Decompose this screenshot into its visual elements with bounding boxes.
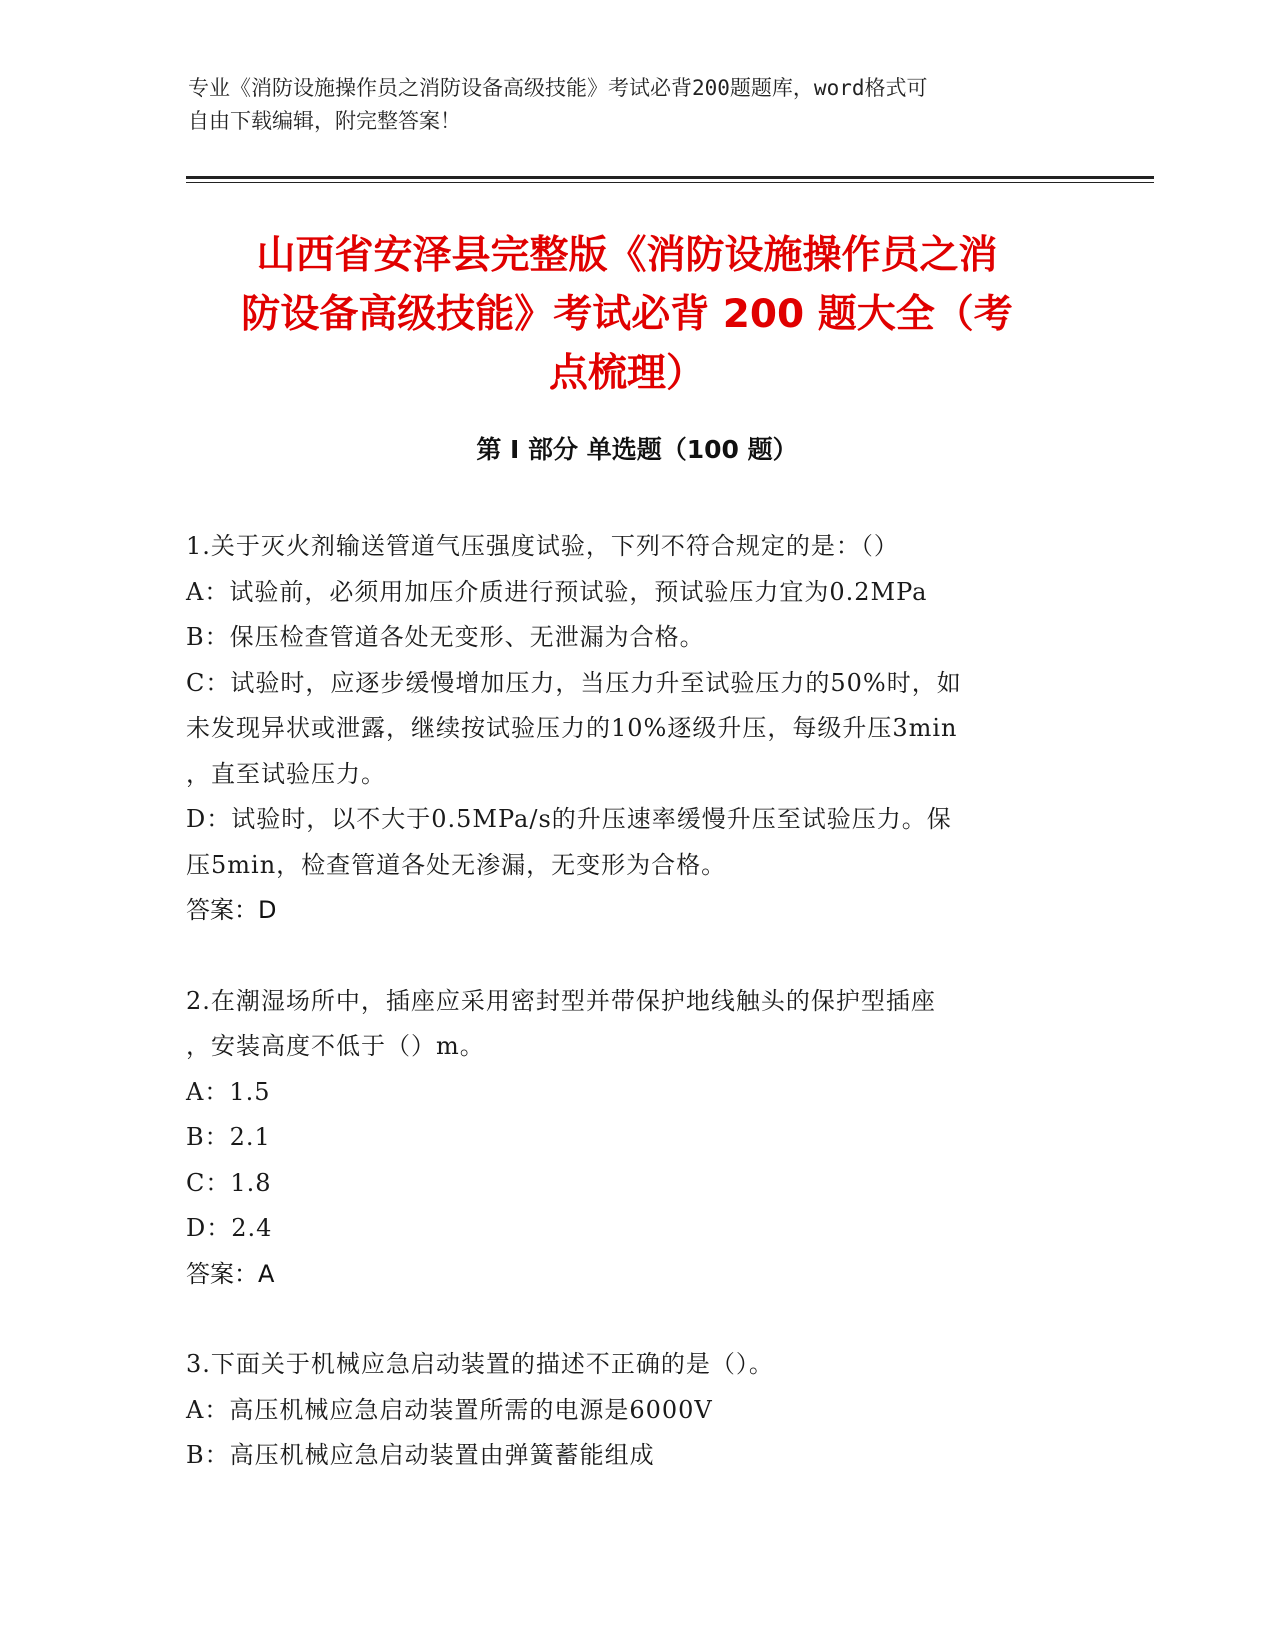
- header-note: [188, 72, 1068, 138]
- document-title-line-2: 防设备高级技能》考试必背 200 题大全（考: [241, 292, 1013, 337]
- question-2-option-c: C：1.8: [186, 1168, 272, 1197]
- question-2: [186, 979, 1066, 1298]
- question-3: [186, 1342, 1066, 1479]
- question-1-option-a: A：试验前，必须用加压介质进行预试验，预试验压力宜为0.2MPa: [186, 577, 928, 606]
- question-3-option-b: B：高压机械应急启动装置由弹簧蓄能组成: [186, 1441, 655, 1469]
- question-3-option-a: A：高压机械应急启动装置所需的电源是6000V: [186, 1395, 713, 1424]
- question-2-answer: 答案：A: [186, 1259, 275, 1288]
- question-1-answer: 答案：D: [186, 896, 277, 924]
- document-title-line-3: 点梳理）: [548, 351, 705, 396]
- header-note-line-2: 自由下载编辑，附完整答案！: [188, 109, 461, 133]
- header-divider-thick: [186, 176, 1154, 179]
- question-1-option-c-line-2: 未发现异状或泄露，继续按试验压力的10%逐级升压，每级升压3min: [186, 714, 958, 742]
- question-1-stem: 1.关于灭火剂输送管道气压强度试验，下列不符合规定的是：（）: [186, 532, 899, 560]
- question-2-stem-line-1: 2.在潮湿场所中，插座应采用密封型并带保护地线触头的保护型插座: [186, 986, 936, 1015]
- question-2-option-d: D：2.4: [186, 1214, 273, 1242]
- question-3-stem: 3.下面关于机械应急启动装置的描述不正确的是（）。: [186, 1350, 774, 1378]
- question-1-option-c-line-3: ，直至试验压力。: [186, 759, 386, 788]
- question-1-option-c-line-1: C：试验时，应逐步缓慢增加压力，当压力升至试验压力的50%时，如: [186, 668, 962, 697]
- header-divider-thin: [186, 182, 1154, 183]
- question-2-option-a: A：1.5: [186, 1077, 271, 1106]
- header-note-line-1: 专业《消防设施操作员之消防设备高级技能》考试必背200题题库，word格式可: [188, 76, 928, 100]
- question-1-option-d-line-2: 压5min，检查管道各处无渗漏，无变形为合格。: [186, 850, 727, 879]
- question-1-option-b: B：保压检查管道各处无变形、无泄漏为合格。: [186, 623, 705, 651]
- document-title: [186, 226, 1068, 403]
- question-list: [186, 524, 1066, 1524]
- section-title: 第 I 部分 单选题（100 题）: [476, 435, 798, 464]
- question-2-option-b: B：2.1: [186, 1123, 271, 1151]
- question-2-stem-line-2: ，安装高度不低于（）m。: [186, 1032, 485, 1060]
- question-1-option-d-line-1: D：试验时，以不大于0.5MPa/s的升压速率缓慢升压至试验压力。保: [186, 805, 952, 833]
- document-title-line-1: 山西省安泽县完整版《消防设施操作员之消: [256, 233, 998, 278]
- question-1: [186, 524, 1066, 934]
